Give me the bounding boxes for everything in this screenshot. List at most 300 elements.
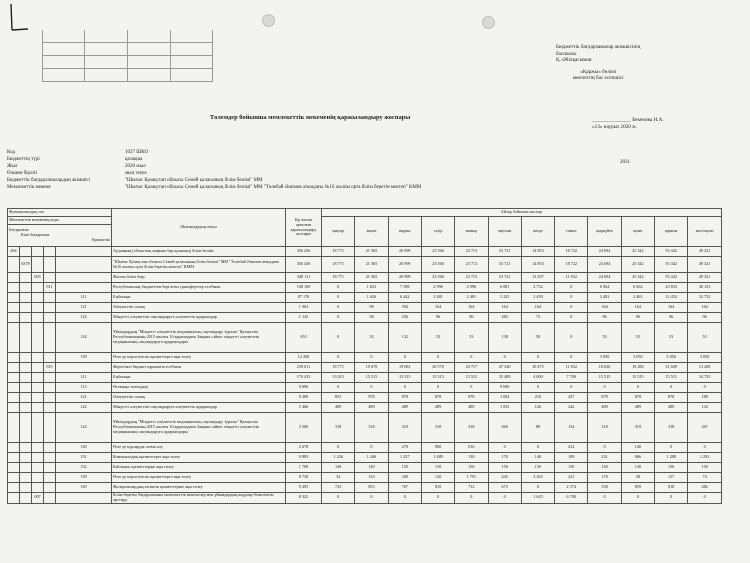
month-value-cell: 35 489	[488, 373, 521, 383]
month-value-cell: 23 833	[654, 283, 687, 293]
code-cell	[32, 483, 44, 493]
month-value-cell: 1 626	[355, 293, 388, 303]
month-value-cell: 0	[521, 383, 554, 393]
month-value-cell: 15 515	[621, 373, 654, 383]
month-value-cell: 23 566	[421, 257, 454, 273]
code-cell	[20, 453, 32, 463]
month-value-cell: 7 598	[388, 283, 421, 293]
month-value-cell: 130	[455, 453, 488, 463]
name-cell: Міндетті әлеуметтік сақтандыруға әлеуметтік аударымдар	[112, 403, 286, 413]
total-cell: 8 730	[286, 473, 322, 483]
code-cell: 121	[56, 393, 112, 403]
month-value-cell: 0	[521, 353, 554, 363]
month-value-cell: 0	[455, 353, 488, 363]
code-cell: 007	[32, 493, 44, 504]
name-cell: Жалпы білім беру	[112, 273, 286, 283]
code-cell	[8, 293, 20, 303]
month-value-cell: 14 853	[521, 247, 554, 257]
month-value-cell: 675	[488, 483, 521, 493]
month-value-cell: 394	[388, 303, 421, 313]
month-value-cell: 267	[688, 413, 722, 443]
month-value-cell: 150	[455, 463, 488, 473]
month-value-cell: 140	[621, 463, 654, 473]
meta-key: Жыл	[7, 163, 18, 169]
month-value-cell: 96	[621, 313, 654, 323]
financing-plan-table	[7, 208, 722, 504]
month-value-cell: 15 515	[588, 373, 621, 383]
table-row	[8, 393, 722, 403]
month-value-cell: 53 721	[488, 273, 521, 283]
code-cell	[32, 323, 44, 353]
month-value-cell: 73	[521, 313, 554, 323]
month-value-cell: 18 771	[322, 247, 355, 257]
month-value-cell: 2 459	[521, 293, 554, 303]
meta-row	[7, 178, 421, 185]
month-value-cell: 2 996	[421, 283, 454, 293]
signer-date: «13» наурыз 2020 ж.	[592, 124, 638, 130]
program-header: Бағдарлама	[9, 227, 29, 233]
code-cell	[44, 473, 56, 483]
code-cell	[44, 247, 56, 257]
month-value-cell: 53	[654, 323, 687, 353]
month-value-cell: 53 721	[488, 247, 521, 257]
month-value-cell: 0	[322, 283, 355, 293]
month-value-cell: 0	[455, 383, 488, 393]
meta-key: Бюджеттік бағдарламалардың әкімшісі	[7, 177, 91, 183]
code-cell	[44, 483, 56, 493]
month-value-cell: 53	[688, 323, 722, 353]
month-value-cell: 55 442	[654, 247, 687, 257]
code-cell: 124	[56, 323, 112, 353]
month-value-cell: 6 064	[588, 283, 621, 293]
code-cell	[56, 493, 112, 504]
code-cell	[20, 373, 32, 383]
month-value-cell: 0	[688, 383, 722, 393]
total-cell: 8 325	[286, 493, 322, 504]
name-cell: Әлеуметтік салық	[112, 393, 286, 403]
month-value-cell: 23 713	[455, 247, 488, 257]
month-value-cell: 25 342	[621, 247, 654, 257]
month-value-cell: 3 050	[688, 353, 722, 363]
month-value-cell: 109	[555, 453, 588, 463]
code-cell	[20, 493, 32, 504]
code-cell	[8, 383, 20, 393]
code-cell	[20, 313, 32, 323]
code-cell: 464	[8, 247, 20, 257]
code-cell	[32, 473, 44, 483]
code-cell	[44, 413, 56, 443]
month-value-cell: 164	[455, 303, 488, 313]
month-value-cell: 140	[621, 443, 654, 453]
month-value-cell: 1 288	[654, 453, 687, 463]
table-row	[8, 247, 722, 257]
table-body	[8, 247, 722, 504]
table-row	[8, 403, 722, 413]
month-value-cell: 318	[654, 413, 687, 443]
month-value-cell: 34	[322, 473, 355, 483]
code-cell	[8, 453, 20, 463]
approval-block	[556, 44, 640, 82]
code-cell	[20, 303, 32, 313]
month-value-cell: 712	[455, 483, 488, 493]
code-cell	[32, 257, 44, 273]
month-value-cell: 18 771	[322, 273, 355, 283]
month-value-cell: 96	[654, 313, 687, 323]
month-value-cell: 1 292	[688, 453, 722, 463]
name-cell: Өтемақы төлемдері	[112, 383, 286, 393]
code-cell	[44, 443, 56, 453]
stamp-grid	[42, 30, 212, 82]
month-value-cell: 0	[455, 493, 488, 504]
name-cell: Жергілікті бюджет қаражаты есебінен	[112, 363, 286, 373]
total-cell: 87 170	[286, 293, 322, 303]
month-value-cell: 878	[388, 393, 421, 403]
month-value-cell: 18 771	[322, 363, 355, 373]
month-value-cell: 270	[388, 443, 421, 453]
month-value-cell: 0	[555, 353, 588, 363]
code-cell	[20, 443, 32, 453]
code-cell: 151	[56, 453, 112, 463]
code-cell: 121	[56, 303, 112, 313]
month-header: тамыз	[555, 217, 588, 247]
month-value-cell: 2 481	[588, 293, 621, 303]
month-value-cell: 33	[355, 323, 388, 353]
month-value-cell: 810	[421, 483, 454, 493]
code-cell	[32, 313, 44, 323]
month-value-cell: 49 321	[688, 273, 722, 283]
month-value-cell: 164	[521, 303, 554, 313]
month-value-cell: 14 853	[521, 257, 554, 273]
code-cell	[8, 353, 20, 363]
month-value-cell: 318	[355, 413, 388, 443]
month-value-cell: 1 791	[455, 473, 488, 483]
table-row	[8, 283, 722, 293]
month-value-cell: 23 713	[455, 273, 488, 283]
month-value-cell: 20 717	[455, 363, 488, 373]
month-value-cell: 26 999	[388, 257, 421, 273]
name-cell: Міндетті әлеуметтік сақтандыруға әлеуметтік аударымдар	[112, 313, 286, 323]
total-cell: 170 435	[286, 373, 322, 383]
code-cell	[8, 323, 20, 353]
name-cell: Ауданның (облыстық маңызы бар қаланың) білім бөлімі	[112, 247, 286, 257]
month-value-cell: 150	[654, 463, 687, 473]
code-cell	[8, 257, 20, 273]
month-value-cell: 660	[488, 413, 521, 443]
month-value-cell: 878	[621, 393, 654, 403]
name-cell: Ұйымдардың "Міндетті әлеуметтік медициналық сақтандыру туралы" Қазақстан Республикасының 2015 жылғы 16 қарашадағы Заңына сәйкес міндетті әлеуметтік медициналық сақтандыруға аударымдары	[112, 323, 286, 353]
table-row	[8, 293, 722, 303]
month-value-cell: 53 721	[488, 257, 521, 273]
code-cell	[8, 493, 20, 504]
meta-row	[7, 171, 421, 178]
month-value-cell: 0	[488, 353, 521, 363]
code-cell: 124	[56, 413, 112, 443]
month-value-cell: 15 515	[455, 373, 488, 383]
total-cell: 9 696	[286, 383, 322, 393]
code-cell	[44, 493, 56, 504]
month-value-cell: 170	[588, 473, 621, 483]
code-cell	[8, 313, 20, 323]
code-cell	[8, 273, 20, 283]
month-value-cell: 150	[421, 463, 454, 473]
month-value-cell: 19 081	[388, 363, 421, 373]
month-value-cell: 859	[621, 483, 654, 493]
month-value-cell: 3 050	[654, 353, 687, 363]
month-header: ақпан	[355, 217, 388, 247]
month-value-cell: 0	[421, 383, 454, 393]
month-value-cell: 18 771	[322, 257, 355, 273]
code-cell	[20, 403, 32, 413]
code-cell: 152	[56, 463, 112, 473]
month-value-cell: 6 081	[488, 283, 521, 293]
month-value-cell: 2 481	[621, 293, 654, 303]
table-row	[8, 473, 722, 483]
month-value-cell: 137	[654, 473, 687, 483]
name-cell: Еңбекақы	[112, 373, 286, 383]
month-value-cell: 855	[322, 393, 355, 403]
month-value-cell: 282	[488, 313, 521, 323]
month-value-cell: 1 257	[388, 453, 421, 463]
month-value-cell: 0	[621, 383, 654, 393]
month-value-cell: 15 515	[388, 373, 421, 383]
month-value-cell: 18 722	[555, 247, 588, 257]
name-header: Шығындардың атауы	[112, 209, 286, 247]
month-value-cell: 0	[355, 353, 388, 363]
total-cell: 108 100	[286, 283, 322, 293]
table-row	[8, 453, 722, 463]
month-value-cell: 231	[588, 453, 621, 463]
month-value-cell: 216	[521, 393, 554, 403]
total-header: Бір жылға арналған қаржыландыру жоспары	[286, 209, 322, 247]
name-cell: Әлеуметтік салық	[112, 303, 286, 313]
month-value-cell: 0	[588, 443, 621, 453]
code-cell	[20, 463, 32, 473]
code-cell	[20, 413, 32, 443]
month-value-cell: 318	[621, 413, 654, 443]
month-value-cell: 58	[355, 313, 388, 323]
code-cell	[32, 293, 44, 303]
month-value-cell: 489	[621, 403, 654, 413]
code-cell: 003	[32, 273, 44, 283]
month-value-cell: 489	[654, 403, 687, 413]
meta-row	[7, 185, 421, 192]
meta-value: 1027 ШКО	[125, 150, 149, 155]
month-value-cell: 0	[388, 493, 421, 504]
code-cell	[32, 247, 44, 257]
code-cell	[32, 463, 44, 473]
month-value-cell: 0	[555, 323, 588, 353]
meta-value: "Шығыс Қазақстан облысы Семей қаласының білім бөлімі" ММ	[125, 177, 263, 183]
month-value-cell: 21 565	[355, 257, 388, 273]
approval-role: мектептің бас есепшісі	[572, 75, 624, 82]
month-value-cell: 21 565	[355, 247, 388, 257]
total-cell: 356 436	[286, 257, 322, 273]
month-value-cell: 31 609	[654, 363, 687, 373]
code-cell	[8, 463, 20, 473]
code-cell	[32, 283, 44, 293]
code-cell	[8, 483, 20, 493]
month-header: наурыз	[388, 217, 421, 247]
meta-row	[7, 157, 421, 164]
code-cell	[44, 403, 56, 413]
total-cell: 1 145	[286, 313, 322, 323]
month-value-cell: 489	[421, 403, 454, 413]
month-value-cell: 15 515	[654, 373, 687, 383]
month-value-cell: 1 489	[421, 453, 454, 463]
month-value-cell: 98	[355, 303, 388, 313]
month-value-cell: 0	[322, 323, 355, 353]
months-group-header: Айлар бойынша жоспар	[322, 209, 722, 217]
month-value-cell: 0	[322, 443, 355, 453]
month-value-cell: 150	[688, 463, 722, 473]
month-value-cell: 0	[521, 483, 554, 493]
month-header: қыркүйек	[588, 217, 621, 247]
table-row	[8, 443, 722, 453]
month-value-cell: 482	[688, 483, 722, 493]
total-cell: 12 200	[286, 353, 322, 363]
month-value-cell: 2 996	[455, 283, 488, 293]
month-value-cell: 489	[322, 403, 355, 413]
total-cell: 5 466	[286, 403, 322, 413]
total-cell: 356 436	[286, 247, 322, 257]
month-value-cell: 966	[621, 453, 654, 463]
code-cell: 159	[56, 473, 112, 483]
code-cell	[44, 303, 56, 313]
meta-value: мың теңге	[125, 170, 147, 176]
month-value-cell: 437	[555, 393, 588, 403]
month-value-cell: 878	[455, 393, 488, 403]
month-value-cell: 11 832	[555, 363, 588, 373]
month-value-cell: 0	[322, 493, 355, 504]
name-cell: Білім беретін бағдарламаны мемлекеттік мекемелер мен ұйымдардың кадрлар біліктілігін арттыру	[112, 493, 286, 504]
month-value-cell: 19 678	[355, 363, 388, 373]
table-row	[8, 383, 722, 393]
code-cell: 111	[56, 293, 112, 303]
month-value-cell: 140	[588, 463, 621, 473]
month-value-cell: 18 722	[555, 257, 588, 273]
month-value-cell: 3 265	[521, 473, 554, 483]
month-value-cell: 47 540	[488, 363, 521, 373]
month-value-cell: 164	[654, 303, 687, 313]
month-value-cell: 150	[555, 463, 588, 473]
month-value-cell: 96	[688, 313, 722, 323]
code-cell: 159	[56, 353, 112, 363]
code-cell: 015	[44, 363, 56, 373]
month-value-cell: 188	[688, 393, 722, 403]
month-value-cell: 318	[455, 413, 488, 443]
month-value-cell: 53	[421, 323, 454, 353]
name-cell: Еңбекақы	[112, 293, 286, 303]
month-value-cell: 150	[521, 463, 554, 473]
code-cell	[20, 293, 32, 303]
month-value-cell: 13 015	[322, 373, 355, 383]
month-value-cell: 53	[455, 323, 488, 353]
month-value-cell: 0	[621, 493, 654, 504]
month-value-cell: 9 696	[488, 383, 521, 393]
month-value-cell: 25 342	[621, 257, 654, 273]
month-value-cell: 0	[588, 383, 621, 393]
month-value-cell: 818	[654, 483, 687, 493]
code-cell	[8, 283, 20, 293]
month-value-cell: 489	[388, 403, 421, 413]
month-header: қаңтар	[322, 217, 355, 247]
month-value-cell: 120	[421, 473, 454, 483]
code-cell	[32, 363, 44, 373]
month-value-cell: 0	[355, 383, 388, 393]
month-value-cell: 19 280	[621, 363, 654, 373]
month-value-cell: 49 321	[688, 247, 722, 257]
month-value-cell: 2 374	[555, 483, 588, 493]
month-value-cell: 96	[421, 313, 454, 323]
name-cell: Өзге де көрсетілетін қызметтерге ақы төлеу	[112, 353, 286, 363]
month-value-cell: 26 999	[388, 273, 421, 283]
month-value-cell: 0	[688, 493, 722, 504]
code-cell	[44, 453, 56, 463]
code-cell	[56, 283, 112, 293]
name-cell: Республикалық бюджеттен берілетін трансферттер есебінен	[112, 283, 286, 293]
month-value-cell: 3 050	[588, 353, 621, 363]
page-number: 2031	[620, 160, 630, 165]
month-value-cell: 725	[322, 483, 355, 493]
code-cell	[8, 443, 20, 453]
month-value-cell: 2 732	[521, 283, 554, 293]
name-cell: Өзге де көрсетілетін қызметтерге ақы төлеу	[112, 473, 286, 483]
code-cell	[20, 353, 32, 363]
meta-key: Код	[7, 150, 15, 155]
total-cell: 653	[286, 323, 322, 353]
month-value-cell: 15 515	[421, 373, 454, 383]
month-header: маусым	[488, 217, 521, 247]
total-cell: 1 904	[286, 303, 322, 313]
code-cell	[20, 247, 32, 257]
month-value-cell: 150	[388, 463, 421, 473]
code-cell	[32, 413, 44, 443]
month-value-cell: 853	[355, 483, 388, 493]
code-cell	[20, 383, 32, 393]
month-value-cell: 53	[588, 323, 621, 353]
signer-name: _______________ Бекенова Н.А.	[592, 117, 664, 123]
month-value-cell: 878	[654, 393, 687, 403]
code-cell	[20, 473, 32, 483]
month-value-cell: 13 207	[521, 273, 554, 283]
code-cell	[8, 473, 20, 483]
month-value-cell: 164	[488, 303, 521, 313]
month-value-cell: 58	[621, 473, 654, 483]
month-header: сәуір	[421, 217, 454, 247]
table-row	[8, 413, 722, 443]
code-cell: 169	[56, 483, 112, 493]
month-value-cell: 0	[654, 493, 687, 504]
month-value-cell: 1 004	[488, 393, 521, 403]
table-row	[8, 493, 722, 504]
month-value-cell: 134	[688, 403, 722, 413]
code-cell	[56, 363, 112, 373]
month-value-cell: 53	[621, 323, 654, 353]
month-value-cell: 138	[488, 323, 521, 353]
table-row	[8, 353, 722, 363]
month-value-cell: 12 452	[654, 293, 687, 303]
month-value-cell: 0	[355, 443, 388, 453]
month-value-cell: 154	[555, 413, 588, 443]
code-cell	[32, 403, 44, 413]
total-cell: 1 769	[286, 463, 322, 473]
code-cell	[44, 313, 56, 323]
approval-line: Бюджеттік бағдарламалар әкімшісінің	[556, 44, 641, 50]
code-cell	[8, 403, 20, 413]
month-value-cell: 126	[521, 403, 554, 413]
table-row	[8, 463, 722, 473]
classification-header: Функционалдық топ	[8, 209, 112, 217]
